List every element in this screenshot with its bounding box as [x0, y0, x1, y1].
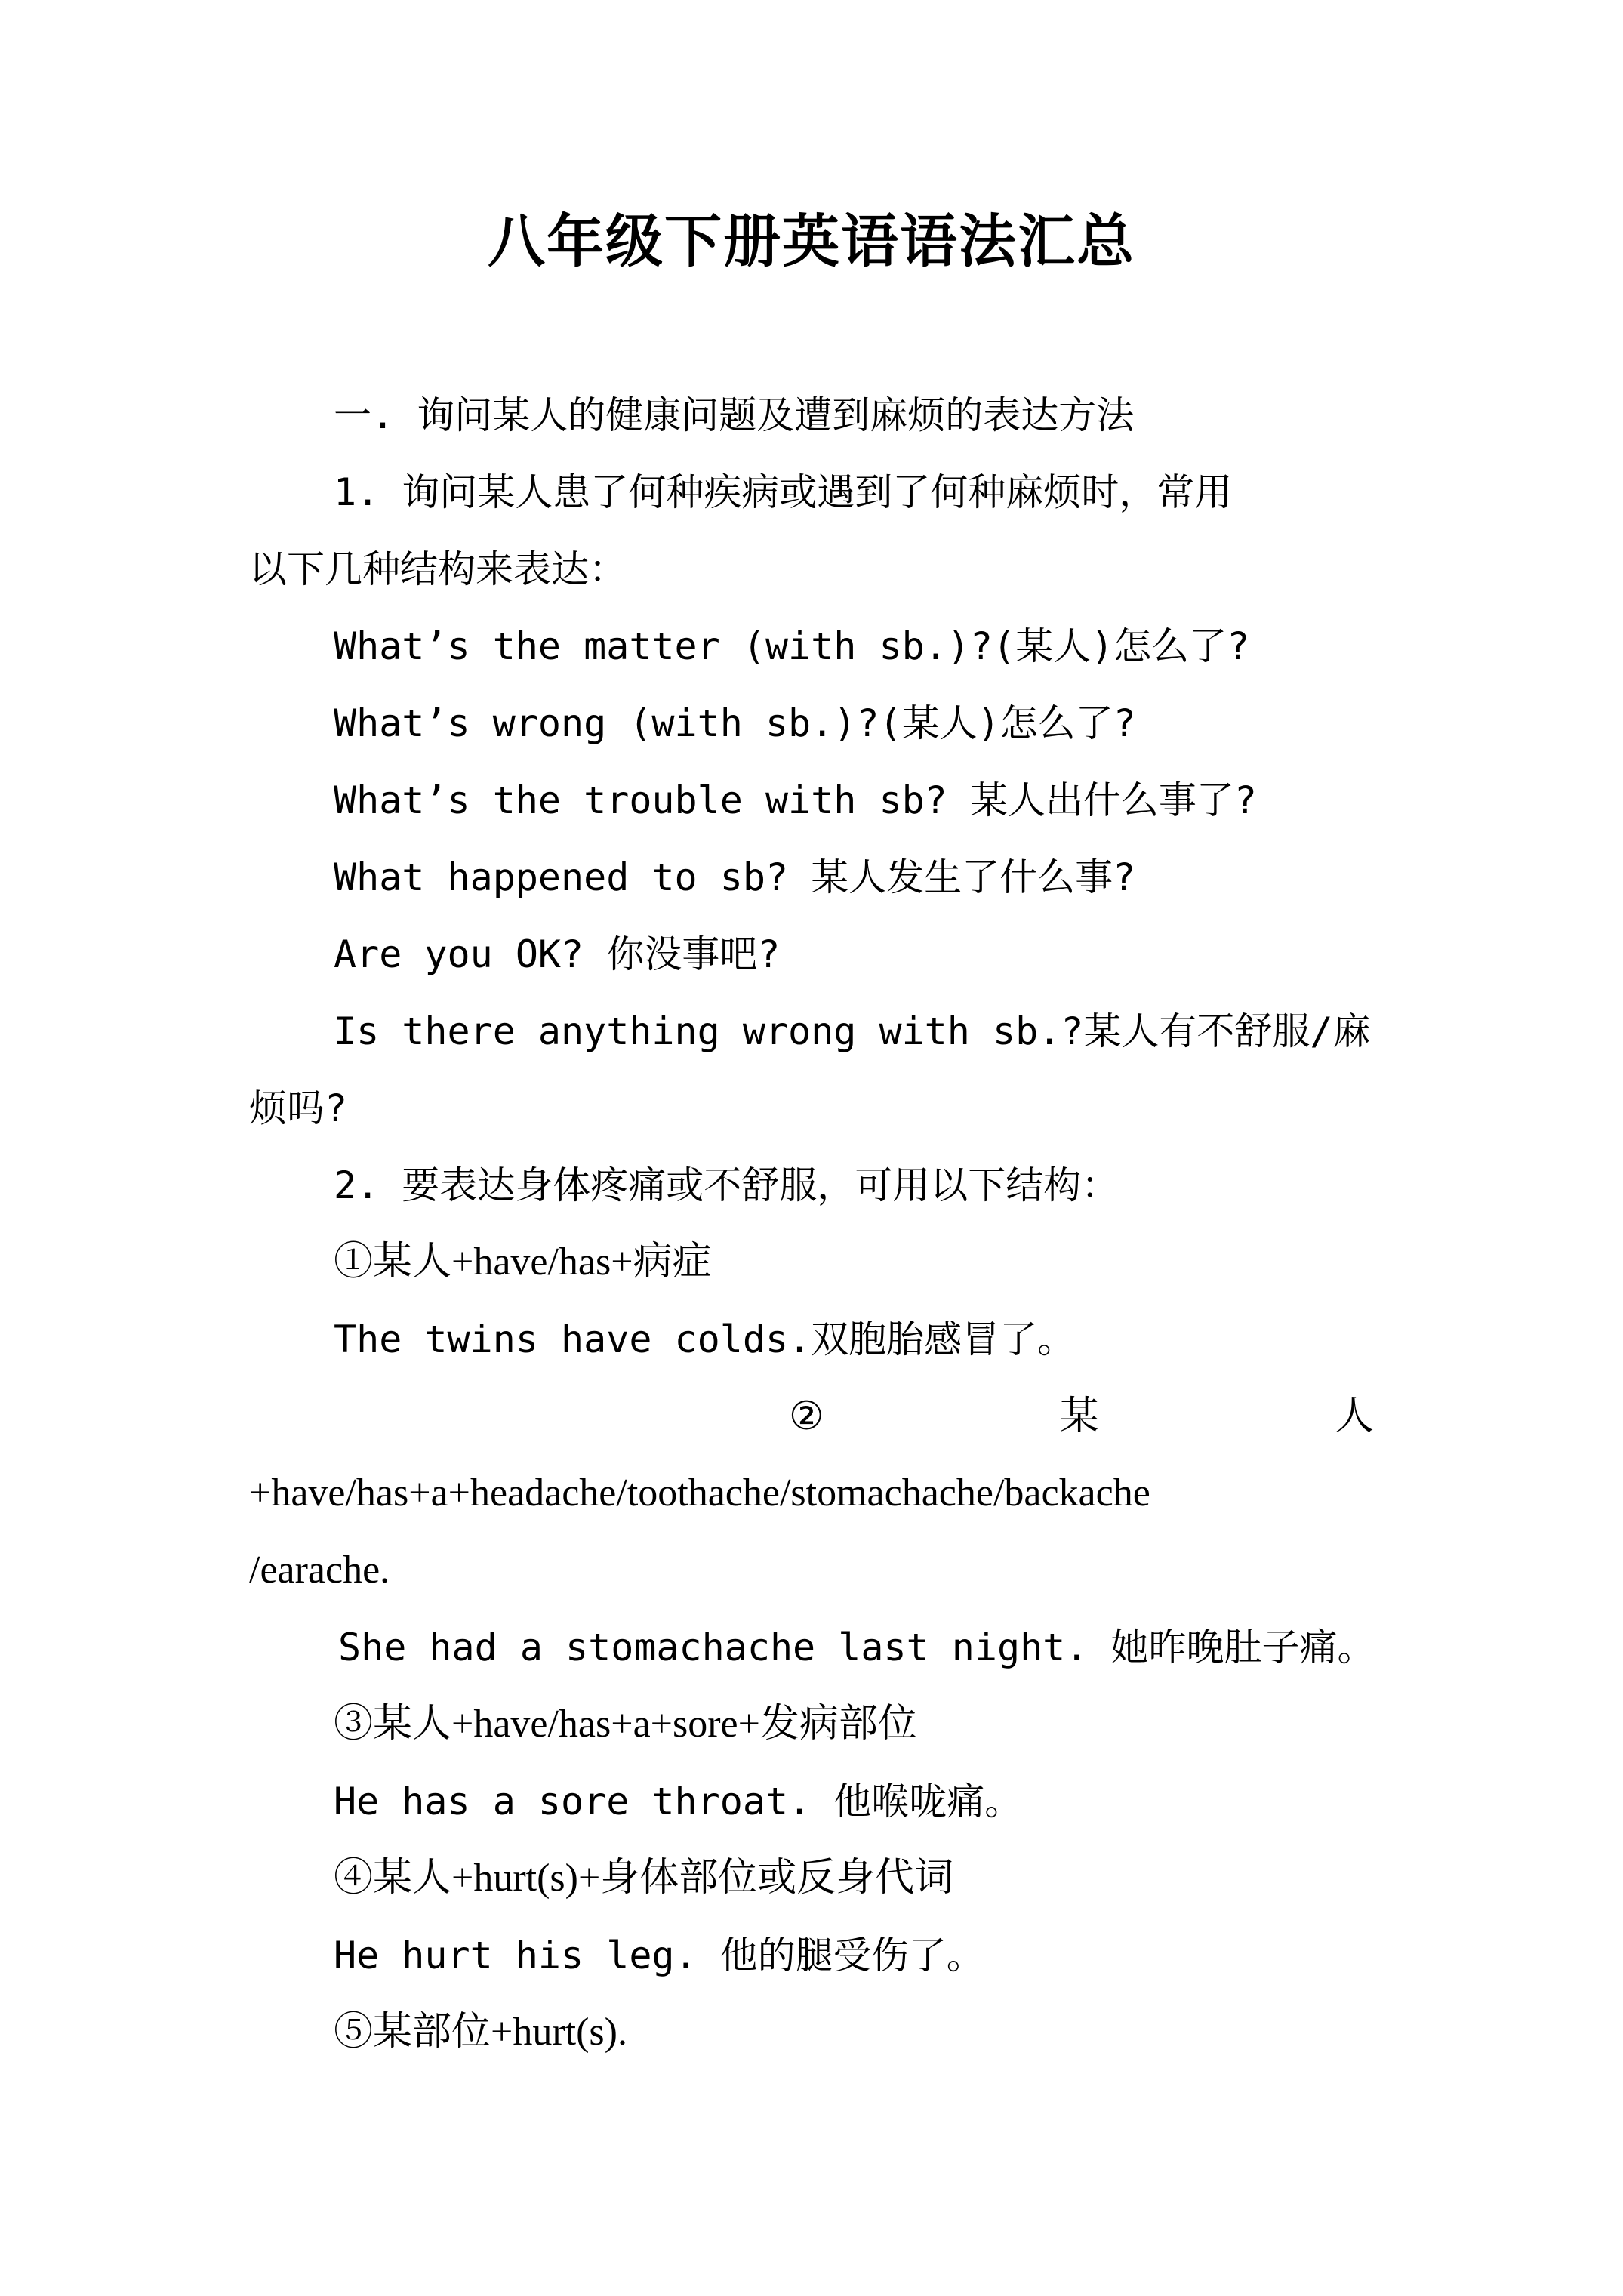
- paragraph-line: 2. 要表达身体疼痛或不舒服，可用以下结构：: [334, 1163, 1119, 1207]
- example-sentence: He has a sore throat. 他喉咙痛。: [334, 1780, 1023, 1823]
- example-question: What happened to sb? 某人发生了什么事?: [334, 855, 1136, 899]
- example-question: 烦吗?: [249, 1086, 348, 1130]
- paragraph-line: 1. 询问某人患了何种疾病或遇到了何种麻烦时，常用: [334, 470, 1233, 514]
- example-question: What’s wrong (with sb.)?(某人)怎么了?: [334, 701, 1136, 745]
- structure-line: ⑤某部位+hurt(s).: [334, 2011, 627, 2054]
- structure-word: 人: [1334, 1394, 1374, 1439]
- example-sentence: He hurt his leg. 他的腿受伤了。: [334, 1934, 984, 1977]
- document-title: 八年级下册英语语法汇总: [488, 208, 1135, 275]
- structure-line: /earache.: [249, 1549, 390, 1592]
- circled-number: ②: [789, 1394, 824, 1439]
- example-question: Are you OK? 你没事吧?: [334, 932, 781, 976]
- example-question: What’s the trouble with sb? 某人出什么事了?: [334, 778, 1257, 822]
- structure-line: +have/has+a+headache/toothache/stomachache/backache: [249, 1472, 1150, 1515]
- structure-line: ④某人+hurt(s)+身体部位或反身代词: [334, 1857, 954, 1900]
- structure-line: ①某人+have/has+病症: [334, 1240, 712, 1284]
- structure-line-spread: [789, 1379, 1374, 1454]
- structure-line: ③某人+have/has+a+sore+发病部位: [334, 1703, 917, 1746]
- section-heading: 一. 询问某人的健康问题及遭到麻烦的表达方法: [334, 393, 1135, 437]
- example-sentence: The twins have colds.双胞胎感冒了。: [334, 1318, 1076, 1361]
- example-question: Is there anything wrong with sb.?某人有不舒服/麻: [334, 1009, 1371, 1053]
- example-question: What’s the matter (with sb.)?(某人)怎么了?: [334, 624, 1250, 668]
- paragraph-line: 以下几种结构来表达：: [249, 547, 627, 591]
- structure-word: 某: [1059, 1394, 1099, 1439]
- example-sentence: She had a stomachache last night. 她昨晚肚子痛。: [338, 1626, 1375, 1669]
